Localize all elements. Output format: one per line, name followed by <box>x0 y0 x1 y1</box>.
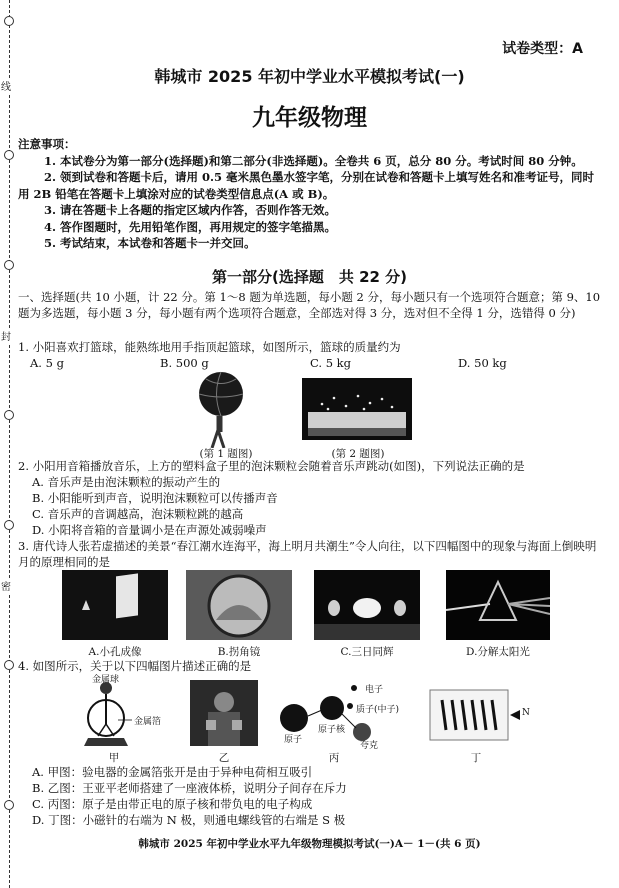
question-3-stem: 3. 唐代诗人张若虚描述的美景“春江潮水连海平，海上明月共潮生”令人向往，以下四幅图中的现象与海面上倒映明月的原理相同的是 <box>18 539 597 569</box>
exam-title: 韩城市 2025 年初中学业水平模拟考试(一) <box>154 67 465 86</box>
q4-caption-ding: 丁 <box>470 752 482 764</box>
label-electron: 电子 <box>365 685 384 695</box>
notes-heading: 注意事项： <box>18 137 76 151</box>
binding-hole <box>4 16 14 26</box>
seal-char-xian: 线 <box>0 78 12 93</box>
q2-option-d: D. 小阳将音箱的音量调小是在声源处减弱噪声 <box>32 523 267 537</box>
q4-caption-jia: 甲 <box>108 752 120 764</box>
question-1-stem: 1. 小阳喜欢打篮球，能熟练地用手指顶起篮球，如图所示，篮球的质量约为 <box>18 340 401 354</box>
note-item: 1. 本试卷分为第一部分(选择题)和第二部分(非选择题)。全卷共 6 页，总分 80 分。考试时间 80 分钟。 <box>44 153 583 168</box>
note-item: 3. 请在答题卡上各题的指定区域内作答，否则作答无效。 <box>44 203 337 217</box>
prism-photo <box>446 570 550 640</box>
q1-option-b: B. 500 g <box>160 356 209 370</box>
pinhole-image-photo <box>62 570 168 640</box>
binding-hole <box>4 660 14 670</box>
note-item: 2. 领到试卷和答题卡后，请用 0.5 毫米黑色墨水签字笔，分别在试卷和答题卡上填写姓名和准考证号，同时用 2B 铅笔在答题卡上填涂对应的试卷类型信息点(A 或 B)。 <box>18 170 595 201</box>
binding-margin <box>0 0 14 888</box>
question-2-stem: 2. 小阳用音箱播放音乐，上方的塑料盒子里的泡沫颗粒会随着音乐声跳动(如图)，下列说法正确的是 <box>18 459 525 473</box>
q3-caption-a: A.小孔成像 <box>88 646 142 658</box>
notes-section <box>18 136 603 252</box>
label-quark: 夸克 <box>360 741 379 751</box>
jia-ball-label: 金属球 <box>92 675 120 685</box>
subject-title: 九年级物理 <box>252 105 367 131</box>
label-proton: 质子(中子) <box>356 705 400 715</box>
speaker-foam-photo <box>302 378 412 440</box>
q1-option-d: D. 50 kg <box>458 356 507 370</box>
binding-hole <box>4 150 14 160</box>
q2-option-b: B. 小阳能听到声音，说明泡沫颗粒可以传播声音 <box>32 491 278 505</box>
binding-hole <box>4 520 14 530</box>
page-footer: 韩城市 2025 年初中学业水平九年级物理模拟考试(一)A－ 1－(共 6 页) <box>138 838 481 850</box>
part1-title: 第一部分(选择题 共 22 分) <box>211 268 408 286</box>
fig1-caption: (第 1 题图) <box>199 448 253 460</box>
three-suns-photo <box>314 570 420 640</box>
label-atom: 原子 <box>284 735 303 745</box>
paper-type: 试卷类型：A <box>502 41 583 57</box>
q3-caption-d: D.分解太阳光 <box>466 646 530 658</box>
corner-mirror-photo <box>186 570 292 640</box>
basketball-figure <box>188 370 258 448</box>
seal-char-feng: 封 <box>0 328 12 343</box>
note-item: 5. 考试结束，本试卷和答题卡一并交回。 <box>44 236 256 250</box>
q4-option-d: D. 丁图：小磁针的右端为 N 极，则通电螺线管的右端是 S 极 <box>32 813 346 827</box>
q2-option-a: A. 音乐声是由泡沫颗粒的振动产生的 <box>32 475 221 489</box>
liquid-bridge-photo <box>190 680 258 746</box>
q2-option-c: C. 音乐声的音调越高，泡沫颗粒跳的越高 <box>32 507 244 521</box>
cut-line <box>9 0 11 888</box>
section-instructions: 一、选择题(共 10 小题，计 22 分。第 1～8 题为单选题，每小题 2 分，每小题只有一个选项符合题意；第 9、10 题为多选题，每小题 3 分，每小题有两个选项符合题意，全部选对得 3 分，选对但不全得 1 分，选错得 0 分) <box>18 290 601 320</box>
fig2-caption: (第 2 题图) <box>331 448 385 460</box>
electroscope-figure <box>62 674 172 752</box>
solenoid-figure <box>420 684 530 746</box>
q4-caption-yi: 乙 <box>218 752 230 764</box>
q3-caption-b: B.拐角镜 <box>217 646 261 658</box>
q4-option-c: C. 丙图：原子是由带正电的原子核和带负电的电子构成 <box>32 797 313 811</box>
q4-caption-bing: 丙 <box>328 752 340 764</box>
binding-hole <box>4 800 14 810</box>
binding-hole <box>4 410 14 420</box>
q1-option-a: A. 5 g <box>30 356 64 370</box>
note-item: 4. 答作图题时，先用铅笔作图，再用规定的签字笔描黑。 <box>44 219 337 234</box>
q3-caption-c: C.三日同辉 <box>340 646 394 658</box>
seal-char-mi: 密 <box>0 578 12 593</box>
q4-option-b: B. 乙图：王亚平老师搭建了一座液体桥，说明分子间存在斥力 <box>32 781 347 795</box>
q1-option-c: C. 5 kg <box>310 356 352 370</box>
question-4-stem: 4. 如图所示，关于以下四幅图片描述正确的是 <box>18 659 252 673</box>
q4-option-a: A. 甲图：验电器的金属箔张开是由于异种电荷相互吸引 <box>32 765 313 779</box>
label-n-pole: N <box>522 708 530 718</box>
label-nucleus: 原子核 <box>318 725 346 735</box>
jia-foil-label: 金属箔 <box>134 717 162 727</box>
